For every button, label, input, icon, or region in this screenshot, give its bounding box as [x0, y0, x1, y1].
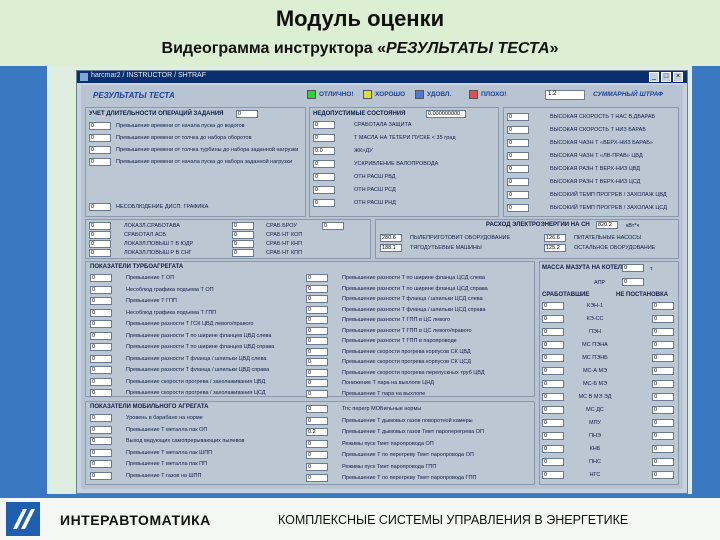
- value-box: 0: [90, 389, 112, 397]
- row-label: ПИТАТЕЛЬНЫЕ НАСОСЫ: [574, 235, 642, 241]
- row-label: ВЫСОКИЙ ТЕМП ПРОГРЕВ / ЗАХОЛАЖ ЦСД: [550, 205, 667, 211]
- results-title: РЕЗУЛЬТАТЫ ТЕСТА: [93, 91, 175, 100]
- unit-label: т: [650, 266, 653, 272]
- row-label: Превышение разности Т фланца / шпильки ЦСД слева: [342, 296, 483, 302]
- value-box: 0: [306, 379, 328, 387]
- row-label: Превышение разности Т по ширине фланца ЦСД справа: [342, 285, 488, 292]
- row-label: Превышение времени от начала пуска до водогов: [116, 123, 245, 129]
- value-box: 0: [90, 332, 112, 340]
- value-box: 0: [507, 178, 529, 186]
- row-label: Превышение разности Т ГСК ЦВД левого/правого: [126, 321, 254, 327]
- operation-duration-panel: [85, 107, 306, 217]
- row-label: ЛОКАЗЛ.ПОВЫШ Т В ЮДР: [124, 241, 194, 247]
- value-box: 0: [652, 458, 674, 466]
- row-label: Превышение разности Т фланца / шпильки ЦВД слева: [126, 355, 267, 362]
- value-box: 0: [652, 328, 674, 336]
- value-box: 0: [542, 367, 564, 375]
- value-box: 0: [313, 160, 335, 168]
- row-label: Несоблюд графика подъема Т ОП: [126, 286, 214, 293]
- value-box: 0: [232, 240, 254, 248]
- value-box: 0: [306, 463, 328, 471]
- row-label: НГС: [589, 472, 601, 478]
- row-label: ВЫСОКАЯ СКОРОСТЬ Т НАС В.ДБАРАБ: [550, 114, 656, 120]
- value-box: 0: [236, 110, 258, 118]
- value-box: 0: [542, 432, 564, 440]
- value-box: 0: [652, 406, 674, 414]
- value-box: 0: [89, 231, 111, 239]
- app-window: [76, 70, 688, 494]
- row-label: МПУ: [588, 420, 602, 426]
- value-box: 0: [306, 316, 328, 324]
- row-label: Т МАСЛА НА ТЕТЕРИ ПУСКЕ < 35 град: [354, 135, 456, 141]
- value-box: 0: [89, 122, 111, 130]
- legend-swatch: [469, 90, 478, 99]
- row-label: МС ДС: [586, 407, 604, 413]
- legend-swatch: [363, 90, 372, 99]
- row-label: МС В МЭ ЭД: [578, 394, 612, 400]
- row-label: Понижение Т пара на выхлопе ЦНД: [342, 380, 435, 386]
- value-box: 0: [90, 460, 112, 468]
- app-icon: [80, 73, 88, 81]
- protection-trips-panel: [85, 219, 371, 259]
- panel-header: ПОКАЗАТЕЛИ МОБИЛЬНОГО АГРЕГАТА: [90, 404, 209, 410]
- panel-header: РАСХОД ЭЛЕКТРОЭНЕРГИИ НА СН: [486, 222, 590, 228]
- row-label: СРАБ НТ КНП: [266, 241, 303, 247]
- row-label: ВЫСОКАЯ ЧАЗН Т «ВЕРХ-НИЗ БАРАБ»: [550, 140, 653, 146]
- value-box: 0: [542, 471, 564, 479]
- value-box: 0: [89, 158, 111, 166]
- row-label: ЛОКАЗЛ.ПОВЫШ Р В СНГ: [124, 250, 192, 256]
- panel-header: НЕДОПУСТИМЫЕ СОСТОЯНИЯ: [313, 111, 406, 117]
- legend-swatch: [307, 90, 316, 99]
- value-box: 0: [507, 113, 529, 121]
- value-box: 0: [507, 165, 529, 173]
- row-label: СРАБ НТ КПП: [266, 250, 303, 256]
- row-label: КЭ-СС: [586, 316, 604, 322]
- row-label: Превышение скорости прогрева корпусов СК ЦСД: [342, 359, 471, 365]
- subtitle-prefix: Видеограмма инструктора «: [161, 40, 386, 57]
- row-label: Превышение разности Т фланца / шпильки ЦВД справа: [126, 367, 270, 373]
- value-box: 0: [306, 405, 328, 413]
- value-box: 0: [652, 315, 674, 323]
- row-label: ВЫСОКАЯ СКОРОСТЬ Т НИЗ БАРАБ: [550, 127, 646, 133]
- value-box: 0: [313, 199, 335, 207]
- legend-label: ОТЛИЧНО!: [319, 91, 354, 98]
- column-header: НЕ ПОСТАНОВКА: [616, 292, 669, 298]
- temperature-rate-panel: [503, 107, 679, 217]
- row-label: ЛОКАЗЛ.СРАБОТАВА: [124, 223, 180, 229]
- value-box: 0: [306, 440, 328, 448]
- unacceptable-states-panel: [309, 107, 499, 217]
- value-box: 0: [652, 354, 674, 362]
- value-box: 0: [622, 264, 644, 272]
- value-box: 0: [89, 146, 111, 154]
- slide-title: Модуль оценки: [275, 6, 445, 31]
- slide-footer: [0, 498, 720, 540]
- row-label: Превышение скорости прогрева / захолаживания ЦСД: [126, 390, 266, 396]
- value-box: 0: [306, 390, 328, 398]
- value-box: 0: [542, 406, 564, 414]
- row-label: ВЫСОКАЯ РАЗН Т ВЕРХ-НИЗ ЦСД: [550, 179, 641, 185]
- window-titlebar[interactable]: [77, 71, 687, 83]
- row-label: Превышение разности Т ГПП в ЦС левого/правого: [342, 327, 472, 334]
- row-label: Превышение разности Т ГПП в паропроводе: [342, 338, 457, 344]
- value-box: 0: [90, 343, 112, 351]
- value-box: 125.2: [544, 244, 566, 252]
- window-title: harcmar2 / INSTRUCTOR / SHTRAF: [91, 72, 206, 79]
- value-box: 0: [89, 240, 111, 248]
- row-label: МС-Б МЭ: [582, 381, 608, 387]
- slide-header: [0, 0, 720, 66]
- value-box: 0: [542, 393, 564, 401]
- row-label: Превышение Т ОП: [126, 275, 175, 281]
- value-box: 0: [232, 249, 254, 257]
- row-label: Превышение разности Т по ширине фланца ЦСД слева: [342, 275, 485, 281]
- value-box: 0: [306, 369, 328, 377]
- value-box: 0: [652, 432, 674, 440]
- turbine-indicators-panel: [85, 261, 535, 397]
- row-label: ВЫСОКАЯ ЧАЗН Т «ЛВ-ПРАВ» ЦВД: [550, 153, 643, 159]
- row-label: ЖК>ДУ: [354, 148, 373, 154]
- value-box: 0: [306, 295, 328, 303]
- value-box: 0: [652, 393, 674, 401]
- subtitle-emph: РЕЗУЛЬТАТЫ ТЕСТА: [386, 40, 550, 57]
- row-label: Превышение разности Т по ширине фланцев ЦВД справа: [126, 344, 275, 350]
- row-label: АПР: [594, 280, 606, 286]
- row-label: Превышение Т по перегреву Тмет паропровода ГПП: [342, 475, 477, 481]
- row-label: МС ПЭНБ: [582, 355, 608, 361]
- row-label: Превышение разности Т фланца / шпильки ЦСД справа: [342, 306, 486, 313]
- value-box: 0: [507, 139, 529, 147]
- value-box: 0: [313, 121, 335, 129]
- value-box: 0: [90, 297, 112, 305]
- row-label: МС-А МЭ: [582, 368, 608, 374]
- row-label: СРАБ НТ КОП: [266, 232, 303, 238]
- company-logo-icon: [6, 502, 40, 536]
- row-label: УСКРИВЛЕНИЕ ВАЛОПРОВОДА: [354, 161, 439, 167]
- row-label: Превышение Т по перегреву Тмет паропровода ОП: [342, 452, 474, 458]
- value-box: 0: [507, 126, 529, 134]
- legend-label: УДОВЛ.: [427, 91, 452, 98]
- value-box: 0: [90, 355, 112, 363]
- value-box: 0: [90, 309, 112, 317]
- value-box: 0: [313, 173, 335, 181]
- row-label: Превышение Т дымовых газов Тмет пароперегрева ОП: [342, 429, 484, 435]
- value-box: 0: [542, 445, 564, 453]
- value-box: 0: [306, 274, 328, 282]
- value-box: 0: [90, 286, 112, 294]
- slide-subtitle: [0, 40, 720, 58]
- row-label: Превышение скорости прогрева / захолаживания ЦВД: [126, 378, 266, 385]
- row-label: ПЭН: [589, 329, 601, 335]
- legend-label: ПЛОХО!: [481, 91, 507, 98]
- summary-penalty-label: СУММАРНЫЙ ШТРАФ: [593, 91, 664, 98]
- value-box: 0: [306, 417, 328, 425]
- value-box: 820.2: [596, 221, 618, 229]
- row-label: Превышение разности Т ГПП в ЦС левого: [342, 317, 451, 323]
- row-label: ОСТАЛЬНОЕ ОБОРУДОВАНИЕ: [574, 245, 656, 251]
- value-box: 126.6: [544, 234, 566, 242]
- minimize-button[interactable]: _: [649, 72, 659, 82]
- row-label: Превышение Т металла пак ШПП: [126, 449, 213, 456]
- value-box: 0: [652, 367, 674, 375]
- unit-label: кВт*ч: [626, 223, 640, 229]
- value-box: 0.000000000: [426, 110, 466, 118]
- value-box: 0: [652, 445, 674, 453]
- value-box: 0: [90, 274, 112, 282]
- row-label: Режимы пуск Тмет паропровода ГПП: [342, 463, 437, 470]
- row-label: Выход ведующих самопрерывающих пылевов: [126, 438, 245, 444]
- value-box: 0: [90, 320, 112, 328]
- row-label: Режимы пуск Тмет паропровода ОП: [342, 440, 434, 447]
- row-label: Превышение Т ГПП: [126, 298, 177, 304]
- value-box: 0: [306, 358, 328, 366]
- right-blue-band: [692, 66, 720, 496]
- row-label: Тпс перегр МОБильные нормы: [342, 406, 422, 412]
- value-box: 0: [306, 451, 328, 459]
- value-box: 0: [652, 341, 674, 349]
- row-label: Превышение времени от толчка до набора оборотов: [116, 135, 252, 141]
- row-label: КНБ: [589, 446, 601, 452]
- row-label: ПНС: [589, 459, 601, 465]
- value-box: 188.1: [380, 244, 402, 252]
- value-box: 280.6: [380, 234, 402, 242]
- value-box: 0: [232, 222, 254, 230]
- maximize-button[interactable]: □: [661, 72, 671, 82]
- value-box: 0: [90, 437, 112, 445]
- row-label: СРАБОТАЛА ЗАЩИТА: [354, 122, 412, 128]
- value-box: 0: [652, 419, 674, 427]
- value-box: 0: [542, 315, 564, 323]
- row-label: Превышение Т дымовых газов поворотной камеры: [342, 417, 473, 424]
- row-label: Превышение Т металла пак ПП: [126, 461, 208, 467]
- row-label: Превышение времени от начала пуска до набора заданной нагрузки: [116, 159, 293, 165]
- value-box: 0: [322, 222, 344, 230]
- value-box: 0: [306, 285, 328, 293]
- summary-penalty-value: 1.2: [545, 90, 585, 100]
- row-label: ОТН РАСШ РВД: [354, 174, 396, 180]
- value-box: 0: [542, 380, 564, 388]
- value-box: 0: [90, 449, 112, 457]
- row-label: Превышение времени от толчка турбины до набора заданной нагрузки: [116, 147, 299, 153]
- row-label: СРАБ БРОУ: [266, 223, 297, 229]
- value-box: 0: [232, 231, 254, 239]
- value-box: 0.2: [306, 428, 328, 436]
- value-box: 0: [542, 354, 564, 362]
- row-label: ОТН РАСШ РСД: [354, 187, 396, 193]
- row-label: СРАБОТАЛ АСБ: [124, 232, 166, 238]
- row-label: Превышение Т пара на выхлопе: [342, 390, 426, 397]
- value-box: 0: [542, 458, 564, 466]
- value-box: 0: [89, 249, 111, 257]
- value-box: 0: [306, 337, 328, 345]
- panel-header: УЧЕТ ДЛИТЕЛЬНОСТИ ОПЕРАЦИЙ ЗАДАНИЯ: [89, 111, 224, 117]
- value-box: 0: [89, 222, 111, 230]
- legend-swatch: [415, 90, 424, 99]
- value-box: 0.0: [313, 147, 335, 155]
- value-box: 0: [507, 191, 529, 199]
- value-box: 0: [90, 426, 112, 434]
- value-box: 0: [89, 203, 111, 211]
- value-box: 0: [652, 302, 674, 310]
- value-box: 0: [542, 341, 564, 349]
- value-box: 0: [90, 414, 112, 422]
- fuel-and-equipment-panel: [539, 261, 679, 485]
- row-label: Превышение скорости прогрева корпусов СК ЦВД: [342, 348, 471, 355]
- subtitle-suffix: »: [549, 40, 559, 57]
- row-label: ОТН РАСШ РНД: [354, 200, 396, 206]
- value-box: 0: [306, 474, 328, 482]
- value-box: 0: [306, 348, 328, 356]
- value-box: 0: [652, 471, 674, 479]
- row-label: Несоблюд графика подъема Т ГПП: [126, 309, 217, 316]
- row-label: ПНЭ: [589, 433, 601, 439]
- panel-header: ПОКАЗАТЕЛИ ТУРБОАГРЕГАТА: [90, 264, 184, 270]
- value-box: 0: [89, 134, 111, 142]
- row-label: НЕСОБЛЮДЕНИЕ ДИСП. ГРАФИКА: [116, 204, 209, 210]
- value-box: 0: [90, 472, 112, 480]
- boiler-indicators-panel: [85, 401, 535, 485]
- value-box: 0: [507, 152, 529, 160]
- row-label: Уровень в барабане на норме: [126, 415, 203, 421]
- row-label: Превышение Т газов на ШПП: [126, 472, 202, 479]
- value-box: 0: [313, 186, 335, 194]
- value-box: 0: [306, 306, 328, 314]
- row-label: МС ПЭНА: [582, 342, 608, 348]
- value-box: 0: [652, 380, 674, 388]
- row-label: Превышение Т металла пак ОП: [126, 426, 208, 433]
- value-box: 0: [622, 278, 644, 286]
- row-label: Превышение скорости прогрева перепускных труб ЦВД: [342, 369, 485, 376]
- workspace: [81, 85, 683, 489]
- value-box: 0: [313, 134, 335, 142]
- row-label: ВЫСОКИЙ ТЕМП ПРОГРЕВ / ЗАХОЛАЖ ЦВД: [550, 192, 667, 198]
- value-box: 0: [542, 328, 564, 336]
- column-header: СРАБОТАВШИЕ: [542, 292, 590, 298]
- row-label: ВЫСОКАЯ РАЗН Т ВЕРХ-НИЗ ЦВД: [550, 166, 641, 172]
- value-box: 0: [542, 419, 564, 427]
- panel-header: МАССА МАЗУТА НА КОТЕЛ: [542, 265, 623, 271]
- power-consumption-panel: [375, 219, 679, 259]
- row-label: ПЫЛЕПРИГОТОВИТ ОБОРУДОВАНИЕ: [410, 235, 511, 241]
- row-label: ТЯГОДУТЬЕВЫЕ МАШИНЫ: [410, 245, 482, 251]
- row-label: Превышение разности Т по ширине фланцев ЦВД слева: [126, 332, 272, 339]
- close-button[interactable]: ×: [673, 72, 683, 82]
- row-label: КЭН-1: [586, 303, 604, 309]
- value-box: 0: [90, 366, 112, 374]
- legend-label: ХОРОШО: [375, 91, 406, 98]
- value-box: 0: [542, 302, 564, 310]
- value-box: 0: [507, 204, 529, 212]
- company-slogan: КОМПЛЕКСНЫЕ СИСТЕМЫ УПРАВЛЕНИЯ В ЭНЕРГЕТИКЕ: [278, 513, 629, 527]
- value-box: 0: [306, 327, 328, 335]
- left-blue-band: [0, 66, 47, 496]
- company-name: ИНТЕРАВТОМАТИКА: [60, 512, 211, 528]
- value-box: 0: [90, 378, 112, 386]
